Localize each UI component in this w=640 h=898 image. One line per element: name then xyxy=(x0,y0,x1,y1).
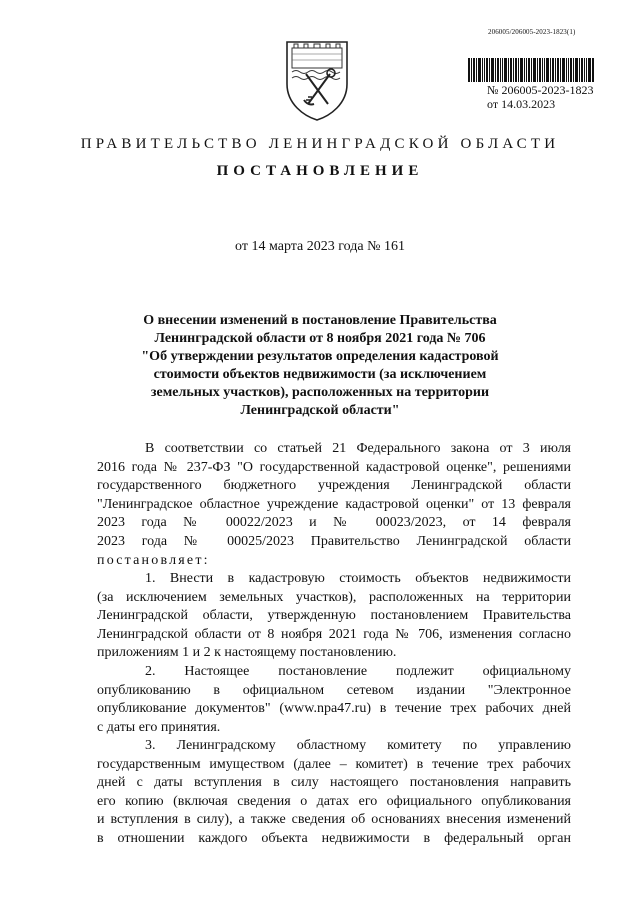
text-line: государственным имуществом (далее – комитет) в течение трех рабочих xyxy=(97,756,571,772)
text-line: опубликованию в официальном сетевом издании "Электронное xyxy=(97,682,571,698)
text-line: (за исключением земельных участков), расположенных на территории xyxy=(97,589,571,605)
registry-date: от 14.03.2023 xyxy=(487,97,556,111)
barcode-icon xyxy=(468,58,594,82)
text-line: 1. Внести в кадастровую стоимость объектов недвижимости xyxy=(145,571,571,586)
text-line: дней с даты вступления в силу настоящего постановления направить xyxy=(97,775,571,791)
text-line: Ленинградской области от 8 ноября 2021 года № 706, изменения согласно xyxy=(97,626,571,642)
text-line: и вступления в силу), а также сведения об основаниях внесения изменений xyxy=(97,812,571,828)
text-line: 2016 года № 237-ФЗ "О государственной кадастровой оценке", решениями xyxy=(97,459,571,475)
coat-of-arms-icon xyxy=(284,38,350,122)
item-3 xyxy=(97,737,571,849)
heading-line: стоимости объектов недвижимости (за исключением xyxy=(153,367,487,382)
resolves-word: постановляет: xyxy=(97,552,210,568)
document-date: от 14 марта 2023 года № 161 xyxy=(235,239,405,254)
text-line: опубликование документов" (www.npa47.ru) в течение трех рабочих дней xyxy=(97,701,571,717)
preamble xyxy=(97,440,571,570)
text-line: приложениям 1 и 2 к настоящему постановлению. xyxy=(97,645,397,661)
document-type: ПОСТАНОВЛЕНИЕ xyxy=(216,163,424,179)
heading-line: земельных участков), расположенных на территории xyxy=(150,385,490,400)
text-line: 2023 года № 00025/2023 Правительство Ленинградской области xyxy=(97,533,571,549)
heading-line: Ленинградской области от 8 ноября 2021 года № 706 xyxy=(154,331,486,346)
text-line: в отношении каждого объекта недвижимости в федеральный орган xyxy=(97,830,571,846)
item-2 xyxy=(97,663,571,737)
item-1 xyxy=(97,570,571,663)
heading-line: "Об утверждении результатов определения кадастровой xyxy=(141,349,499,364)
text-line: Ленинградской области, утвержденную постановлением Правительства xyxy=(97,608,571,624)
text-line: "Ленинградское областное учреждение кадастровой оценки" от 13 февраля xyxy=(97,496,571,512)
resolution-heading xyxy=(120,312,520,420)
heading-line: Ленинградской области" xyxy=(240,403,400,418)
heading-line: О внесении изменений в постановление Правительства xyxy=(143,313,497,328)
text-line: 3. Ленинградскому областному комитету по управлению xyxy=(145,738,571,753)
text-line: государственного бюджетного учреждения Ленинградской области xyxy=(97,478,571,494)
registry-number: № 206005-2023-1823 xyxy=(487,83,594,97)
government-title: ПРАВИТЕЛЬСТВО ЛЕНИНГРАДСКОЙ ОБЛАСТИ xyxy=(80,136,560,152)
text-line: 2023 года № 00022/2023 и № 00023/2023, от 14 февраля xyxy=(97,515,571,531)
registry-code: 206005/206005-2023-1823(1) xyxy=(488,28,576,36)
text-line: В соответствии со статьей 21 Федерального закона от 3 июля xyxy=(145,441,571,456)
text-line: с даты его принятия. xyxy=(97,719,221,735)
text-line: 2. Настоящее постановление подлежит официальному xyxy=(145,664,571,679)
text-line: его копию (включая сведения о датах его официального опубликования xyxy=(97,793,571,809)
